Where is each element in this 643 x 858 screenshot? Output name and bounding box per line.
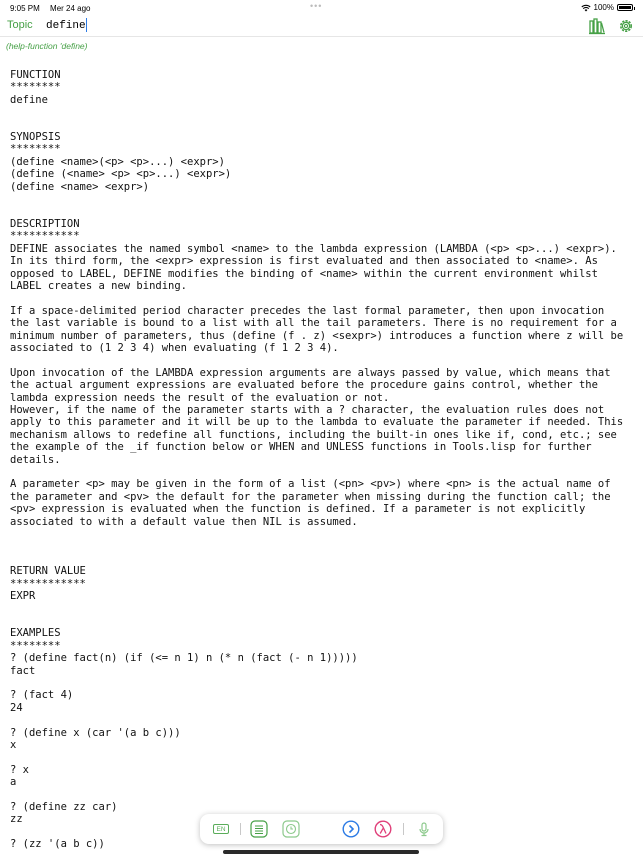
dock-separator xyxy=(403,823,404,835)
status-time: 9:05 PM xyxy=(10,4,40,13)
status-right xyxy=(581,3,633,12)
dock-separator xyxy=(240,823,241,835)
wifi-icon xyxy=(581,4,591,12)
keyboard-language-icon[interactable]: EN xyxy=(213,824,229,834)
toolbar xyxy=(0,16,643,37)
multitasking-dots[interactable]: ••• xyxy=(310,1,323,11)
battery-percent: 100% xyxy=(593,3,614,12)
battery-icon xyxy=(617,4,633,11)
status-date: Mer 24 ago xyxy=(50,4,91,13)
status-left xyxy=(10,4,99,13)
help-text: FUNCTION ******** define SYNOPSIS ******** (define <name>(<p> <p>...) <expr>) (define (<name> <p> <p>...) <expr>) (define <name> <expr>) DESCRIPTION *********** DEFINE associates the named symbol <name> to the lambda expression (LAMBDA (<p> <p>...) <expr>). In its third form, the <expr> expression is first evaluated and then associated to <name>. As opposed to LABEL, DEFINE modifies the binding of <name> within the current environment whilst LABEL creates a new binding. If a space-delimited period character precedes the last formal parameter, then upon invocation the last variable is bound to a list with all the tail parameters. There is no requirement for a minimum number of parameters, thus (define (f . z) <sexpr>) introduces a function where z will be associated to (1 2 3 4) when evaluating (f 1 2 3 4). Upon invocation of the LAMBDA expression arguments are always passed by value, which means that the actual argument expressions are evaluated before the procedure gains control, whether the lambda expression needs the result of the evaluation or not. However, if the name of the parameter starts with a ? character, the evaluation rules does not apply to this parameter and it will be up to the lambda to evaluate the parameter if needed. This mechanism allows to redefine all functions, including the built-in ones like if, cond, etc.; see the example of the _if function below or WHEN and UNLESS functions in Tools.lisp for further details. A parameter <p> may be given in the form of a list (<pn> <pv>) where <pn> is the actual name of the parameter and <pv> the default for the parameter when missing during the function call; the <pv> expression is evaluated when the function is defined. If a parameter is not explicitly associated to with a default value then NIL is assumed. RETURN VALUE ************ EXPR EXAMPLES ******** ? (define fact(n) (if (<= n 1) n (* n (fact (- n 1))))) fact ? (fact 4) 24 ? (define x (car '(a b c))) x ? x a ? (define zz car) zz ? (zz '(a b c)) xyxy=(10,69,624,851)
status-bar xyxy=(0,0,643,16)
command-hint: (help-function 'define) xyxy=(6,41,88,51)
topic-input[interactable] xyxy=(46,18,566,33)
topic-label: Topic xyxy=(7,19,33,31)
text-caret xyxy=(86,18,87,32)
list-icon[interactable] xyxy=(250,820,268,838)
microphone-icon[interactable] xyxy=(415,820,433,838)
lambda-icon[interactable] xyxy=(374,820,392,838)
bottom-dock xyxy=(200,814,443,844)
settings-gear-icon[interactable] xyxy=(617,17,635,35)
run-icon[interactable] xyxy=(342,820,360,838)
library-books-icon[interactable] xyxy=(588,17,606,35)
home-indicator[interactable] xyxy=(223,850,419,854)
history-icon[interactable] xyxy=(282,820,300,838)
